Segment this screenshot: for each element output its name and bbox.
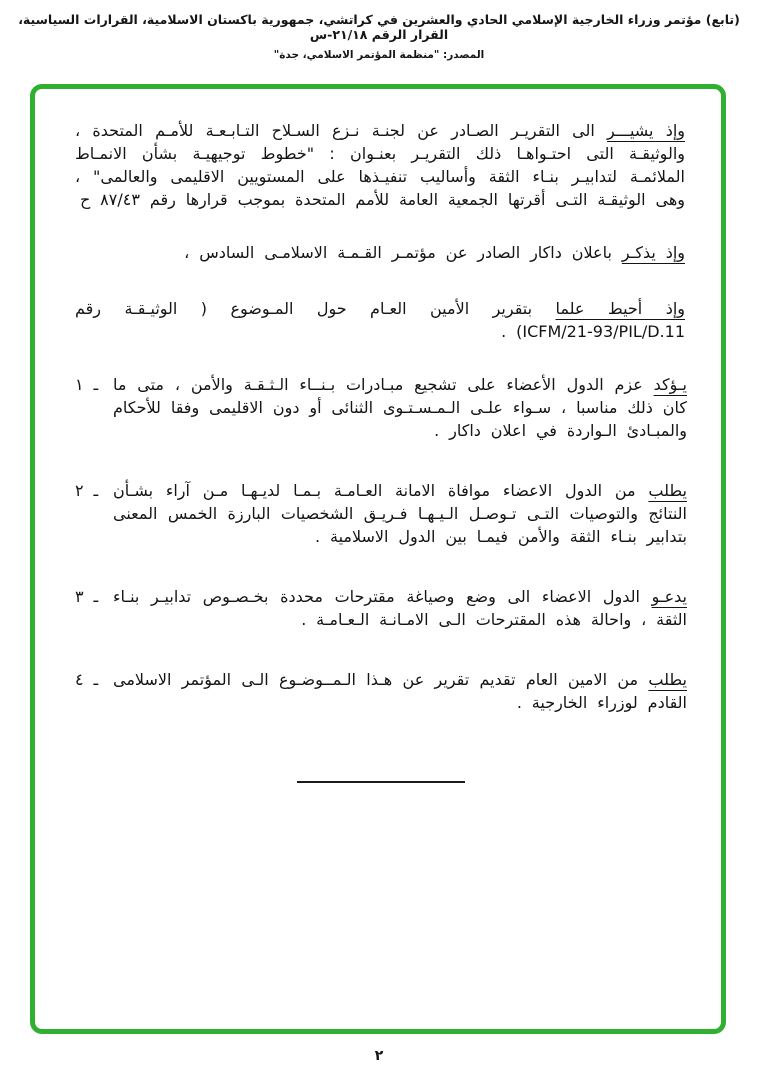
item-lead: يدعـو: [651, 587, 687, 606]
preamble-lead: وإذ أحيط علما: [555, 299, 685, 318]
page-number: ٢: [374, 1048, 384, 1064]
item-body: الدول الاعضاء الى وضع وصياغة مقترحات محددة بخـصـوص تدابيـر بنـاء الثقة ، واحالة هذه المقترحات الـى الامـانـة الـعـامـة .: [113, 587, 687, 629]
item-number: ٣ ـ: [75, 587, 99, 606]
resolution-item: [75, 373, 687, 442]
preamble-paragraph: [75, 297, 687, 343]
preamble-suffix: .: [501, 322, 517, 341]
header-title: (تابع) مؤتمر وزراء الخارجية الإسلامي الحادي والعشرين في كراتشي، جمهورية باكستان الاسلامية، القرارات السياسية، القرار الرقم ٢١/١٨-س: [18, 12, 740, 42]
item-body: من الامين العام تقديم تقرير عن هـذا الـمــوضـوع الـى المؤتمر الاسلامى القادم لوزراء الخارجية .: [113, 670, 687, 712]
preamble-paragraph: [75, 241, 687, 264]
header-source: المصدر: "منظمة المؤتمر الاسلامي، جدة": [273, 49, 485, 61]
preamble-lead: وإذ يذكـر: [621, 243, 685, 262]
end-of-text-divider: [297, 781, 465, 783]
preamble-body: الى التقريـر الصـادر عن لجنـة نـزع السـلاح التـابـعـة للأمـم المتحدة ، والوثيقـة التى احتـواهـا ذلك التقريـر بعنـوان : "خطوط توجيهيـة بشأن الانمـاط الملائمـة لتدابيـر بنـاء الثقة وأساليب تنفيـذها على المستويين الاقليمى والعالمى" ، وهى الوثيقـة التـى أقرتها الجمعية العامة للأمم المتحدة بموجب قرارها رقم ٨٧/٤٣ ح: [75, 121, 685, 209]
item-lead: يـؤكد: [653, 375, 687, 394]
item-body: عزم الدول الأعضاء على تشجيع مبـادرات بـنــاء الـثـقـة والأمن ، متى ما كان ذلك مناسبا ، سـواء علـى الـمـسـتـوى الثنائى أو دون الاقليمى وفقا للأحكام والمبـادئ الـواردة في اعلان داكار .: [113, 375, 687, 440]
preamble-paragraph: [75, 119, 687, 211]
item-lead: يطلب: [648, 670, 687, 689]
item-number: ٤ ـ: [75, 670, 99, 689]
item-number: ٢ ـ: [75, 481, 99, 500]
document-source-header: [0, 12, 758, 61]
document-reference-code: (ICFM/21-93/PIL/D.11: [516, 322, 685, 341]
preamble-body: بتقرير الأمين العـام حول المـوضوع ( الوثيـقـة رقم: [75, 299, 556, 318]
preamble-lead: وإذ يشيـــر: [607, 121, 685, 140]
item-body: من الدول الاعضاء موافاة الامانة العـامـة بـمـا لديـهـا مـن آراء بشـأن النتائج والتوصيات التـى تـوصـل الـيـهـا فـريـق الشخصيات البارزة الخمس المعنى بتدابير بنـاء الثقة والأمن فيمـا بين الدول الاسلامية .: [113, 481, 687, 546]
resolution-item: [75, 585, 687, 631]
resolution-text: [75, 119, 687, 783]
resolution-item: [75, 479, 687, 548]
item-number: ١ ـ: [75, 375, 99, 394]
scanned-document-frame: [30, 84, 726, 1034]
item-lead: يطلب: [648, 481, 687, 500]
resolution-item: [75, 668, 687, 714]
preamble-body: باعلان داكار الصادر عن مؤتمـر القـمـة الاسلامـى السادس ،: [184, 243, 622, 262]
